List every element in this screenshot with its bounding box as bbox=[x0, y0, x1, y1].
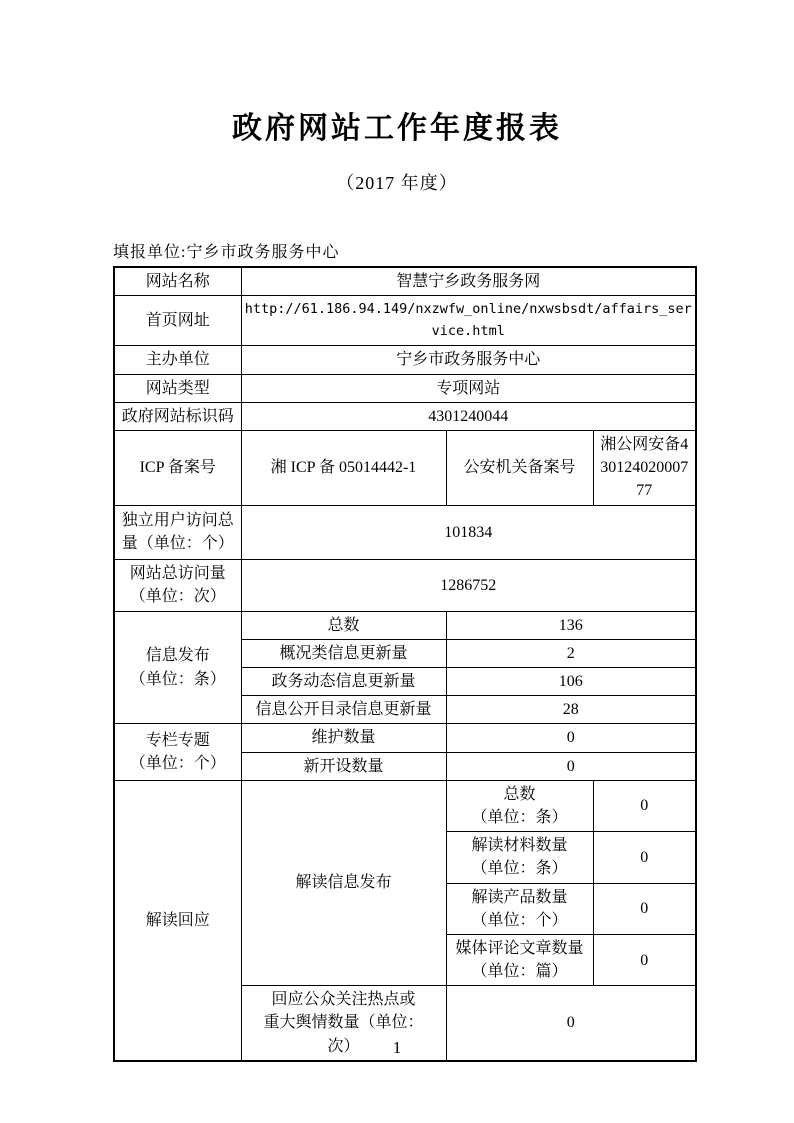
row-site-type bbox=[114, 374, 696, 402]
site-type-label: 网站类型 bbox=[114, 374, 241, 402]
special-new-value: 0 bbox=[446, 752, 696, 780]
info-publish-group-label bbox=[114, 611, 241, 724]
page-number: 1 bbox=[392, 1038, 402, 1057]
homepage-url-value: http://61.186.94.149/nxzwfw_online/nxwsbsdt/affairs_service.html bbox=[241, 296, 696, 346]
cell-text: （单位：次） bbox=[129, 588, 226, 606]
reporting-unit: 填报单位:宁乡市政务服务中心 bbox=[113, 244, 340, 261]
cell-text: 回应公众关注热点或 bbox=[271, 991, 416, 1009]
cell-text: 重大舆情数量（单位： bbox=[263, 1014, 424, 1032]
special-maintain-value: 0 bbox=[446, 724, 696, 752]
row-site-code bbox=[114, 402, 696, 430]
interpret-product-label bbox=[446, 883, 593, 934]
page-subtitle: （2017 年度） bbox=[336, 173, 458, 193]
organizer-label: 主办单位 bbox=[114, 345, 241, 374]
police-record-label: 公安机关备案号 bbox=[446, 431, 593, 506]
row-site-name bbox=[114, 267, 696, 296]
icp-label: ICP 备案号 bbox=[114, 431, 241, 506]
row-organizer bbox=[114, 345, 696, 374]
row-info-publish-total bbox=[114, 611, 696, 639]
site-type-value: 专项网站 bbox=[241, 374, 696, 402]
total-visits-value: 1286752 bbox=[241, 559, 696, 611]
cell-text: 解读材料数量 bbox=[471, 837, 568, 855]
cell-text: （单位：条） bbox=[471, 860, 568, 878]
info-publish-catalog-label: 信息公开目录信息更新量 bbox=[241, 696, 446, 724]
site-code-value: 4301240044 bbox=[241, 402, 696, 430]
police-record-value: 湘公网安备43012402000777 bbox=[593, 431, 696, 506]
row-total-visits bbox=[114, 559, 696, 611]
total-visits-label bbox=[114, 559, 241, 611]
site-name-value: 智慧宁乡政务服务网 bbox=[241, 267, 696, 296]
info-publish-dynamics-label: 政务动态信息更新量 bbox=[241, 668, 446, 696]
interpret-media-label bbox=[446, 934, 593, 985]
cell-text: （单位：个） bbox=[129, 755, 226, 773]
row-unique-visitors bbox=[114, 505, 696, 559]
unique-visitors-value: 101834 bbox=[241, 505, 696, 559]
site-name-label: 网站名称 bbox=[114, 267, 241, 296]
report-table bbox=[113, 266, 697, 1062]
interpret-material-value: 0 bbox=[593, 832, 696, 883]
site-code-label: 政府网站标识码 bbox=[114, 402, 241, 430]
cell-text: （单位：篇） bbox=[471, 963, 568, 981]
special-new-label: 新开设数量 bbox=[241, 752, 446, 780]
info-publish-catalog-value: 28 bbox=[446, 696, 696, 724]
interpret-media-value: 0 bbox=[593, 934, 696, 985]
cell-text: 次） bbox=[327, 1037, 360, 1055]
cell-text: 网站总访问量 bbox=[129, 564, 226, 582]
organizer-value: 宁乡市政务服务中心 bbox=[241, 345, 696, 374]
info-publish-overview-value: 2 bbox=[446, 639, 696, 667]
special-maintain-label: 维护数量 bbox=[241, 724, 446, 752]
special-columns-group-label bbox=[114, 724, 241, 780]
cell-text: 解读产品数量 bbox=[471, 888, 568, 906]
row-homepage-url bbox=[114, 296, 696, 346]
public-response-value: 0 bbox=[446, 986, 696, 1061]
info-publish-total-value: 136 bbox=[446, 611, 696, 639]
cell-text: （单位：条） bbox=[471, 808, 568, 826]
cell-text: （单位：条） bbox=[129, 670, 226, 688]
info-publish-dynamics-value: 106 bbox=[446, 668, 696, 696]
interpret-material-label bbox=[446, 832, 593, 883]
icp-value: 湘 ICP 备 05014442-1 bbox=[241, 431, 446, 506]
cell-text: 专栏专题 bbox=[145, 731, 210, 749]
interpretation-publish-label: 解读信息发布 bbox=[241, 780, 446, 986]
info-publish-overview-label: 概况类信息更新量 bbox=[241, 639, 446, 667]
info-publish-total-label: 总数 bbox=[241, 611, 446, 639]
row-special-maintain bbox=[114, 724, 696, 752]
interpret-total-label bbox=[446, 780, 593, 831]
page-title: 政府网站工作年度报表 bbox=[232, 112, 562, 145]
cell-text: 媒体评论文章数量 bbox=[455, 939, 584, 957]
cell-text: 信息发布 bbox=[145, 647, 210, 665]
interpret-total-value: 0 bbox=[593, 780, 696, 831]
row-interpret-total bbox=[114, 780, 696, 831]
row-icp bbox=[114, 431, 696, 506]
unique-visitors-label: 独立用户访问总量（单位：个） bbox=[114, 505, 241, 559]
cell-text: （单位：个） bbox=[471, 911, 568, 929]
cell-text: 总数 bbox=[503, 785, 536, 803]
interpret-product-value: 0 bbox=[593, 883, 696, 934]
homepage-url-label: 首页网址 bbox=[114, 296, 241, 346]
interpretation-group-label: 解读回应 bbox=[114, 780, 241, 1061]
